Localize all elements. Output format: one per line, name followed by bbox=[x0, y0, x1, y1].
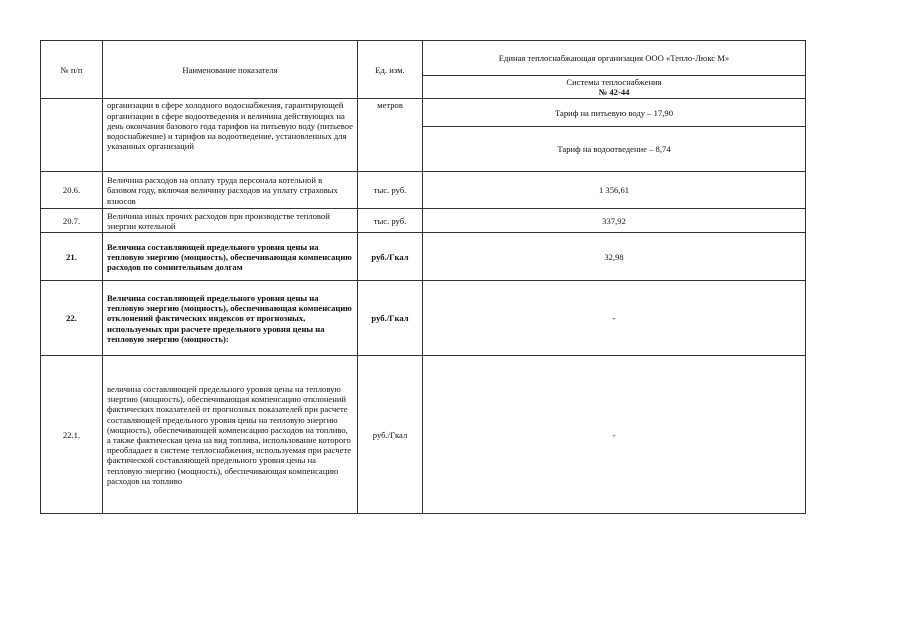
row-unit: тыс. руб. bbox=[358, 209, 423, 233]
header-org: Единая теплоснабжающая организация ООО «Тепло-Люкс М» bbox=[423, 41, 806, 76]
row-value-wastewater: Тариф на водоотведение – 8,74 bbox=[423, 127, 806, 172]
row-num: 21. bbox=[41, 233, 103, 281]
row-num: 20.6. bbox=[41, 172, 103, 209]
row-name: Величина расходов на оплату труда персонала котельной в базовом году, включая величину расходов на уплату страховых взносов bbox=[103, 172, 358, 209]
table-row bbox=[41, 209, 806, 233]
row-value: 1 356,61 bbox=[423, 172, 806, 209]
row-value: - bbox=[423, 356, 806, 514]
row-unit: руб./Гкал bbox=[358, 233, 423, 281]
header-unit: Ед. изм. bbox=[358, 41, 423, 99]
row-name: Величина составляющей предельного уровня цены на тепловую энергию (мощность), обеспечивающая компенсацию отклонений фактических индексов от прогнозных, используемых при расчете предельного уровня цены на тепловую энергию (мощность): bbox=[103, 281, 358, 356]
header-num: № п/п bbox=[41, 41, 103, 99]
row-num: 22.1. bbox=[41, 356, 103, 514]
header-name: Наименование показателя bbox=[103, 41, 358, 99]
tariff-table bbox=[40, 40, 806, 514]
header-systems bbox=[423, 76, 806, 99]
table-row bbox=[41, 356, 806, 514]
header-systems-line1: Системы теплоснабжения bbox=[566, 77, 662, 87]
row-num: 20.7. bbox=[41, 209, 103, 233]
table-row bbox=[41, 233, 806, 281]
row-value: 32,98 bbox=[423, 233, 806, 281]
header-row bbox=[41, 41, 806, 76]
row-num: 22. bbox=[41, 281, 103, 356]
row-unit: метров bbox=[358, 99, 423, 172]
table-row bbox=[41, 281, 806, 356]
row-unit: руб./Гкал bbox=[358, 356, 423, 514]
table-row bbox=[41, 172, 806, 209]
table-row bbox=[41, 99, 806, 127]
row-name: величина составляющей предельного уровня цены на тепловую энергию (мощность), обеспечивающая компенсацию отклонений фактических показателей от прогнозных показателей при расчете составляющей предельного уровня цены на тепловую энергию (мощность), обеспечивающей компенсацию расходов на топливо, а также фактическая цена на вид топлива, использование которого преобладает в системе теплоснабжения, используемая при расчете фактической составляющей предельного уровня цены на тепловую энергию (мощность), обеспечивающая компенсацию расходов на топливо bbox=[103, 356, 358, 514]
row-value: - bbox=[423, 281, 806, 356]
row-name: Величина составляющей предельного уровня цены на тепловую энергию (мощность), обеспечивающая компенсацию расходов по сомнительным долгам bbox=[103, 233, 358, 281]
row-unit: руб./Гкал bbox=[358, 281, 423, 356]
row-value: 337,92 bbox=[423, 209, 806, 233]
row-name: организации в сфере холодного водоснабжения, гарантирующей организации в сфере водоотведения и величина действующих на день окончания базового года тарифов на питьевую воду (питьевое водоснабжение) и тарифов на водоотведение, установленных для указанных организаций bbox=[103, 99, 358, 172]
row-unit: тыс. руб. bbox=[358, 172, 423, 209]
row-value-water: Тариф на питьевую воду – 17,90 bbox=[423, 99, 806, 127]
row-name: Величина иных прочих расходов при производстве тепловой энергии котельной bbox=[103, 209, 358, 233]
row-num bbox=[41, 99, 103, 172]
header-systems-line2: № 42-44 bbox=[598, 87, 630, 98]
